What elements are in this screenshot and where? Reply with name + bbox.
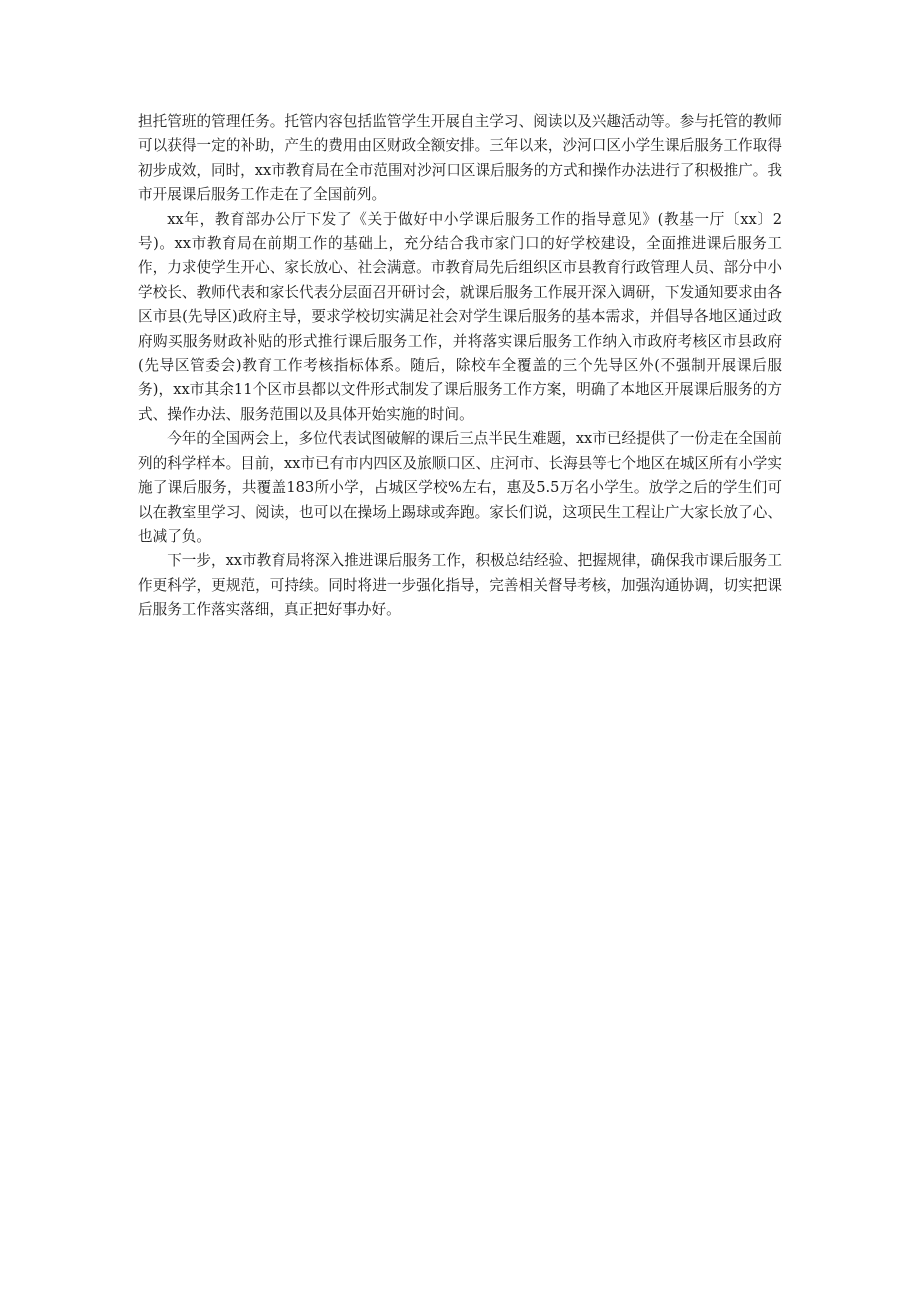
paragraph-guidance: xx年，教育部办公厅下发了《关于做好中小学课后服务工作的指导意见》(教基一厅〔xx〕2号)。xx市教育局在前期工作的基础上，充分结合我市家门口的好学校建设，全面推进课后服务工作，力求使学生开心、家长放心、社会满意。市教育局先后组织区市县教育行政管理人员、部分中小学校长、教师代表和家长代表分层面召开研讨会，就课后服务工作展开深入调研，下发通知要求由各区市县(先导区)政府主导，要求学校切实满足社会对学生课后服务的基本需求，并倡导各地区通过政府购买服务财政补贴的形式推行课后服务工作，并将落实课后服务工作纳入市政府考核区市县政府(先导区管委会)教育工作考核指标体系。随后，除校车全覆盖的三个先导区外(不强制开展课后服务)，xx市其余11个区市县都以文件形式制发了课后服务工作方案，明确了本地区开展课后服务的方式、操作办法、服务范围以及具体开始实施的时间。 xyxy=(138,210,782,423)
paragraph-next-steps: 下一步，xx市教育局将深入推进课后服务工作，积极总结经验、把握规律，确保我市课后服务工作更科学，更规范，可持续。同时将进一步强化指导，完善相关督导考核，加强沟通协调，切实把课后服务工作落实落细，真正把好事办好。 xyxy=(138,552,782,619)
paragraph-two-sessions: 今年的全国两会上，多位代表试图破解的课后三点半民生难题，xx市已经提供了一份走在全国前列的科学样本。目前，xx市已有市内四区及旅顺口区、庄河市、长海县等七个地区在城区所有小学实施了课后服务，共覆盖183所小学，占城区学校%左右，惠及5.5万名小学生。放学之后的学生们可以在教室里学习、阅读，也可以在操场上踢球或奔跑。家长们说，这项民生工程让广大家长放了心、也减了负。 xyxy=(138,430,782,545)
document-body xyxy=(138,110,782,623)
paragraph-continuation: 担托管班的管理任务。托管内容包括监管学生开展自主学习、阅读以及兴趣活动等。参与托管的教师可以获得一定的补助，产生的费用由区财政全额安排。三年以来，沙河口区小学生课后服务工作取得初步成效，同时，xx市教育局在全市范围对沙河口区课后服务的方式和操作办法进行了积极推广。我市开展课后服务工作走在了全国前列。 xyxy=(138,113,782,204)
